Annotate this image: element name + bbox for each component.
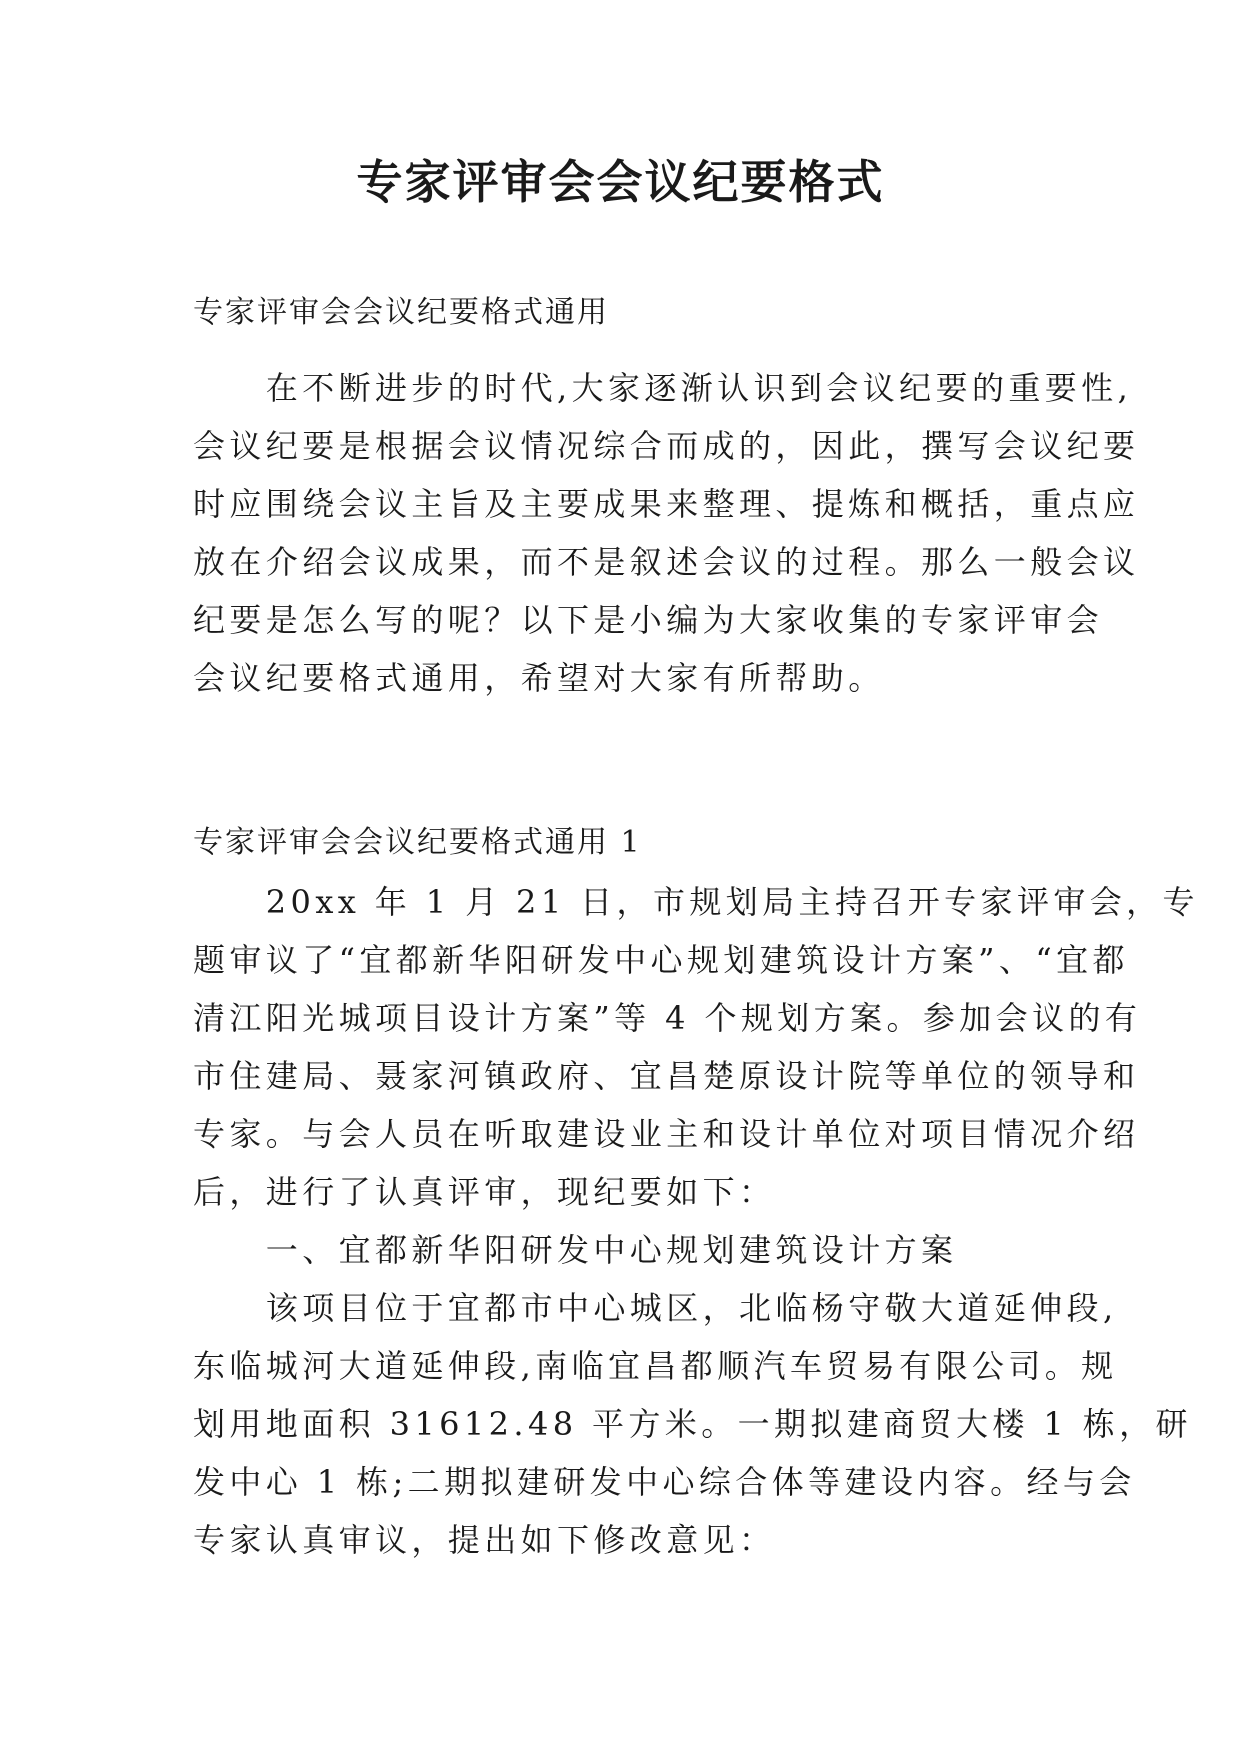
- intro-line: 时应围绕会议主旨及主要成果来整理、提炼和概括，重点应: [193, 485, 1140, 523]
- body-line: 市住建局、聂家河镇政府、宜昌楚原设计院等单位的领导和: [193, 1057, 1140, 1095]
- body-line: 划用地面积 31612.48 平方米。一期拟建商贸大楼 1 栋，研: [193, 1405, 1192, 1443]
- intro-line: 会议纪要是根据会议情况综合而成的，因此，撰写会议纪要: [193, 427, 1140, 465]
- body-line: 发中心 1 栋;二期拟建研发中心综合体等建设内容。经与会: [193, 1463, 1136, 1501]
- body-line: 该项目位于宜都市中心城区，北临杨守敬大道延伸段,: [193, 1289, 1118, 1327]
- section-heading: 专家评审会会议纪要格式通用 1: [193, 825, 642, 860]
- body-line: 题审议了“宜都新华阳研发中心规划建筑设计方案”、“宜都: [193, 941, 1129, 979]
- body-line: 20xx 年 1 月 21 日，市规划局主持召开专家评审会，专: [193, 883, 1199, 921]
- intro-line: 放在介绍会议成果，而不是叙述会议的过程。那么一般会议: [193, 543, 1140, 581]
- intro-line: 在不断进步的时代,大家逐渐认识到会议纪要的重要性,: [193, 369, 1133, 407]
- body-line: 清江阳光城项目设计方案”等 4 个规划方案。参加会议的有: [193, 999, 1142, 1037]
- body-line: 专家认真审议，提出如下修改意见：: [193, 1521, 776, 1559]
- body-line: 东临城河大道延伸段,南临宜昌都顺汽车贸易有限公司。规: [193, 1347, 1118, 1385]
- intro-line: 纪要是怎么写的呢？以下是小编为大家收集的专家评审会: [193, 601, 1104, 639]
- document-title: 专家评审会会议纪要格式: [356, 155, 885, 209]
- body-line: 一、宜都新华阳研发中心规划建筑设计方案: [193, 1231, 958, 1269]
- body-line: 专家。与会人员在听取建设业主和设计单位对项目情况介绍: [193, 1115, 1140, 1153]
- intro-line: 会议纪要格式通用，希望对大家有所帮助。: [193, 659, 885, 697]
- document-subtitle: 专家评审会会议纪要格式通用: [193, 295, 609, 330]
- body-line: 后，进行了认真评审，现纪要如下：: [193, 1173, 776, 1211]
